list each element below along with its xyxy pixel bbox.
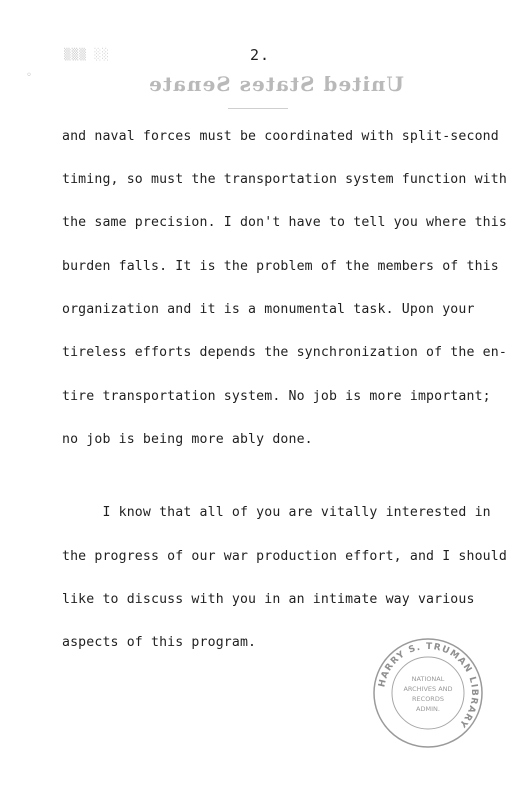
letterhead-bleed-through: United States Senate <box>148 72 404 96</box>
body-line: like to discuss with you in an intimate way various <box>62 592 475 607</box>
stamp-center-text: ARCHIVES AND <box>403 685 453 693</box>
letterhead-rule <box>228 108 288 109</box>
corner-smudge: ▒▒▒ ░░ <box>64 48 110 61</box>
body-line: the same precision. I don't have to tell you where this <box>62 215 507 230</box>
body-line: tire transportation system. No job is more important; <box>62 389 491 404</box>
margin-mark: ◦ <box>26 70 33 81</box>
stamp-center-text: RECORDS <box>412 695 444 703</box>
stamp-center-text: ADMIN. <box>416 705 440 713</box>
stamp-center-text: NATIONAL <box>411 675 445 683</box>
body-line: burden falls. It is the problem of the members of this <box>62 259 499 274</box>
body-line: the progress of our war production effort, and I should <box>62 549 507 564</box>
stamp-ring-text: HARRY S. TRUMAN LIBRARY <box>377 641 480 730</box>
body-line: timing, so must the transportation system function with <box>62 172 507 187</box>
page-number: 2. <box>250 46 271 64</box>
body-line: tireless efforts depends the synchronization of the en- <box>62 345 507 360</box>
body-line: I know that all of you are vitally interested in <box>62 505 491 520</box>
body-line: no job is being more ably done. <box>62 432 313 447</box>
body-line: and naval forces must be coordinated with split-second <box>62 129 499 144</box>
body-line: aspects of this program. <box>62 635 257 650</box>
archive-stamp <box>372 637 484 749</box>
body-line: organization and it is a monumental task. Upon your <box>62 302 475 317</box>
